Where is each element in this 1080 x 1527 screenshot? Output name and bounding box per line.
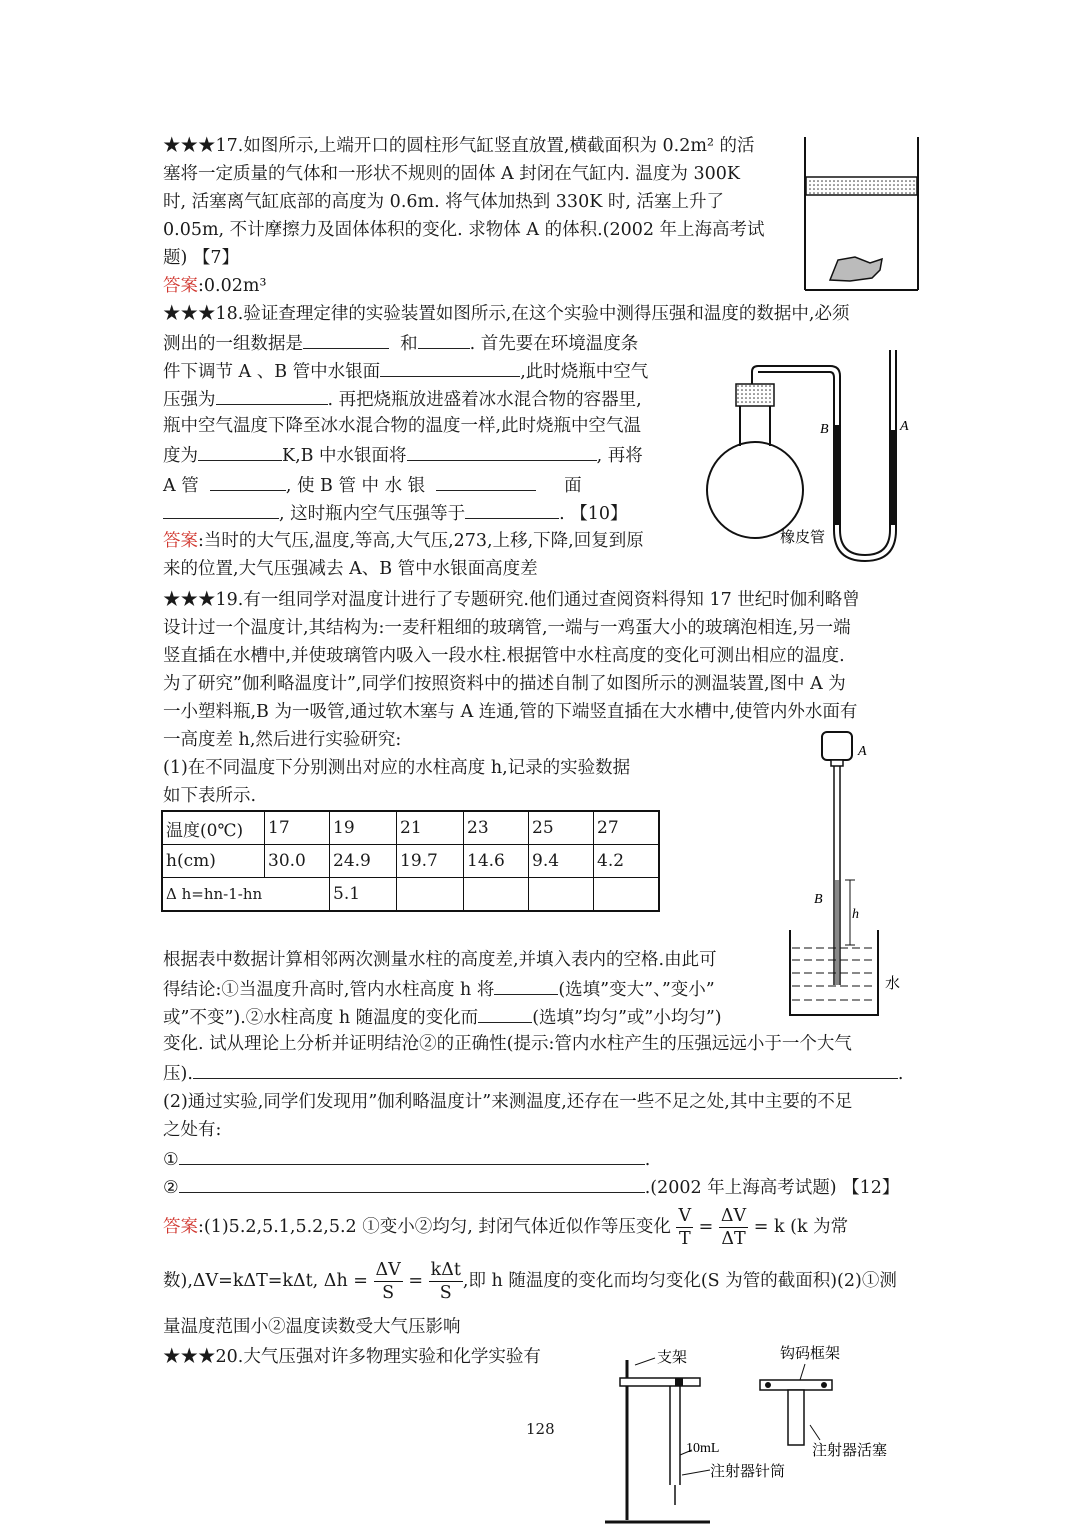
plunger-label: 注射器活塞 [812, 1441, 888, 1459]
q20-line-1: ★★★20.大气压强对许多物理实验和化学实验有 [163, 1347, 541, 1367]
solid-a-shape [830, 257, 882, 281]
q18-text: . 再把烧瓶放进盛着冰水混合物的容器里, [327, 390, 642, 410]
data-table [161, 810, 660, 912]
table-cell: 17 [265, 811, 330, 845]
table-cell: 24.9 [330, 845, 397, 878]
table-cell: Δ h=hn-1-hn [162, 878, 330, 912]
q19-answer-1: 答案:(1)5.2,5.1,5.2,5.2 ①变小②均匀, 封闭气体近似作等压变化 $\frac{V}{T}$ = $\frac{\Delta V}{\Delta T}$ = k (k 为常 [163, 1206, 849, 1249]
numerator: ΔV [375, 1260, 401, 1280]
q18-text: , 使 B 管 中 水 银 [285, 476, 426, 496]
q19-line-8: 如下表所示. [163, 786, 257, 806]
table-cell: 21 [397, 811, 464, 845]
table-row [162, 878, 659, 912]
table-cell [464, 878, 529, 912]
fill-blank [210, 470, 286, 491]
q18-text: ,此时烧瓶中空气 [520, 362, 649, 382]
numerator: kΔt [430, 1260, 461, 1280]
label-b: B [814, 892, 823, 907]
fill-blank [494, 974, 558, 995]
q18-text: K,B 中水银面将 [282, 446, 407, 466]
q18-line-5: 瓶中空气温度下降至冰水混合物的温度一样,此时烧瓶中空气温 [163, 416, 642, 436]
q18-text: 压强为 [163, 390, 216, 410]
fill-blank [198, 440, 282, 461]
q19-text: .(2002 年上海高考试题) 【12】 [644, 1178, 900, 1198]
q19-answer-3: 量温度范围小②温度读数受大气压影响 [163, 1317, 461, 1337]
q19-after-6: (2)通过实验,同学们发现用”伽利略温度计”来测温度,还存在一些不足之处,其中主要的不足 [163, 1092, 853, 1112]
table-cell: 14.6 [464, 845, 529, 878]
barrel-label: 注射器针筒 [710, 1462, 786, 1480]
q18-line-2 [163, 328, 638, 358]
q18-text: 度为 [163, 446, 198, 466]
rubber-tube-label: 橡皮管 [780, 528, 826, 546]
label-a: A [900, 419, 909, 434]
fill-blank [163, 498, 279, 519]
q19-line-3: 竖直插在水槽中,并使玻璃管内吸入一段水柱.根据管中水柱高度的变化可测出相应的温度. [163, 646, 845, 666]
table-cell [397, 878, 464, 912]
label-h: h [852, 907, 859, 922]
q19-text: 得结论:①当温度升高时,管内水柱高度 h 将 [163, 980, 495, 1000]
table-cell: 温度(0℃) [162, 811, 265, 845]
q18-text: . 首先要在环境温度条 [469, 334, 639, 354]
q17-line-2: 塞将一定质量的气体和一形状不规则的固体 A 封闭在气缸内. 温度为 300K [163, 164, 740, 184]
q17-line-5: 题) 【7】 [163, 248, 240, 268]
table-cell: 4.2 [594, 845, 660, 878]
label-a: A [858, 744, 867, 759]
water-label: 水 [885, 974, 901, 992]
q19-after-3 [163, 1002, 722, 1032]
q19-text: 或”不变”).②水柱高度 h 随温度的变化而 [163, 1008, 479, 1028]
answer-text: 数),ΔV=kΔT=kΔt, Δh = [163, 1271, 368, 1291]
numerator: V [678, 1206, 692, 1226]
q19-answer-2: 数),ΔV=kΔT=kΔt, Δh = $\frac{\Delta V}{S}$ = $\frac{\text{kΔt}}{S}$ ,即 h 随温度的变化而均匀变化(S 为管的截面积)(2)①测 [163, 1260, 897, 1303]
q19-after-2 [163, 974, 715, 1004]
table-cell: h(cm) [162, 845, 265, 878]
q18-text: , 这时瓶内空气压强等于 [279, 504, 466, 524]
q17-line-4: 0.05m, 不计摩擦力及固体体积的变化. 求物体 A 的体积.(2002 年上海高考试 [163, 220, 765, 240]
q18-answer-2: 来的位置,大气压强减去 A、B 管中水银面高度差 [163, 559, 538, 579]
galileo-thermometer-figure [780, 730, 920, 1020]
fill-blank [380, 356, 520, 377]
cylinder-figure [800, 135, 925, 295]
period: . [897, 1064, 904, 1084]
q19-text: (选填”变大”、”变小” [558, 980, 715, 1000]
table-cell [594, 878, 660, 912]
numerator: ΔV [720, 1206, 747, 1226]
answer-text: :当时的大气压,温度,等高,大气压,273,上移,下降,回复到原 [198, 531, 644, 551]
q18-text: , 再将 [596, 446, 643, 466]
q19-after-4: 变化. 试从理论上分析并证明结沧②的正确性(提示:管内水柱产生的压强远远小于一个大气 [163, 1034, 852, 1054]
q19-line-7: (1)在不同温度下分别测出对应的水柱高度 h,记录的实验数据 [163, 758, 631, 778]
fill-blank [478, 1002, 532, 1023]
answer-label: 答案 [163, 1217, 198, 1237]
answer-label: 答案 [163, 531, 198, 551]
fill-blank [216, 384, 328, 405]
q18-answer-1 [163, 527, 644, 555]
fill-blank [418, 328, 470, 349]
q18-line-1: ★★★18.验证查理定律的实验装置如图所示,在这个实验中测得压强和温度的数据中,必须 [163, 304, 850, 324]
table-cell: 5.1 [330, 878, 397, 912]
fraction-dv-dt [719, 1205, 748, 1250]
table-cell: 9.4 [529, 845, 594, 878]
stand-label: 支架 [657, 1348, 688, 1366]
period: . [644, 1150, 651, 1170]
fraction-v-t [676, 1205, 693, 1250]
fill-blank [179, 1144, 645, 1165]
denominator: S [382, 1283, 395, 1303]
q17-line-3: 时, 活塞离气缸底部的高度为 0.6m. 将气体加热到 330K 时, 活塞上升了 [163, 192, 724, 212]
q19-line-1: ★★★19.有一组同学对温度计进行了专题研究.他们通过查阅资料得知 17 世纪时伽利略曾 [163, 590, 860, 610]
table-row [162, 811, 659, 845]
q18-text: A 管 [163, 476, 199, 496]
volume-label: 10mL [686, 1441, 720, 1456]
answer-text: :(1)5.2,5.1,5.2,5.2 ①变小②均匀, 封闭气体近似作等压变化 [198, 1217, 671, 1237]
q18-text: 面 [564, 476, 582, 496]
q19-line-2: 设计过一个温度计,其结构为:一麦秆粗细的玻璃管,一端与一鸡蛋大小的玻璃泡相连,另一端 [163, 618, 851, 638]
q17-answer [163, 272, 266, 300]
q19-after-5 [163, 1058, 903, 1088]
fill-blank [193, 1058, 898, 1079]
q19-text: (选填”均匀”或”小均匀”) [532, 1008, 722, 1028]
table-cell: 30.0 [265, 845, 330, 878]
fill-blank [303, 328, 389, 349]
table-cell: 19 [330, 811, 397, 845]
table-cell: 23 [464, 811, 529, 845]
weight-frame-label: 钩码框架 [780, 1344, 841, 1362]
q18-line-7 [163, 470, 582, 500]
q19-line-4: 为了研究”伽利略温度计”,同学们按照资料中的描述自制了如图所示的测温装置,图中 A 为 [163, 674, 846, 694]
q18-text: 件下调节 A 、B 管中水银面 [163, 362, 381, 382]
q19-after-1: 根据表中数据计算相邻两次测量水柱的高度差,并填入表内的空格.由此可 [163, 950, 717, 970]
q19-text: ② [163, 1178, 179, 1198]
q19-line-5: 一小塑料瓶,B 为一吸管,通过软木塞与 A 连通,管的下端竖直插在大水槽中,使管内外水面有 [163, 702, 858, 722]
syringe-apparatus-figure [600, 1340, 900, 1527]
q18-text: 测出的一组数据是 [163, 334, 303, 354]
table-row [162, 845, 659, 878]
q19-text: 压). [163, 1064, 193, 1084]
fill-blank [407, 440, 597, 461]
fraction-kdt-s [429, 1259, 463, 1304]
answer-text: = k (k 为常 [753, 1217, 849, 1237]
table-cell: 27 [594, 811, 660, 845]
fill-blank [465, 498, 559, 519]
charles-law-apparatus [700, 340, 930, 565]
q18-text: . 【10】 [559, 504, 628, 524]
denominator: S [439, 1283, 452, 1303]
fill-blank [179, 1172, 645, 1193]
answer-text: ,即 h 随温度的变化而均匀变化(S 为管的截面积)(2)①测 [462, 1271, 897, 1291]
fill-blank [436, 470, 536, 491]
table-cell: 25 [529, 811, 594, 845]
denominator: T [678, 1229, 691, 1249]
table-cell: 19.7 [397, 845, 464, 878]
q19-line-6: 一高度差 h,然后进行实验研究: [163, 730, 402, 750]
q18-line-4 [163, 384, 642, 414]
fraction-dv-s [374, 1259, 403, 1304]
q19-after-7: 之处有: [163, 1120, 222, 1140]
q19-after-8 [163, 1144, 650, 1174]
label-b: B [820, 422, 829, 437]
q18-text: 和 [400, 334, 418, 354]
q18-line-8 [163, 498, 628, 528]
denominator: ΔT [721, 1229, 746, 1249]
q19-after-9 [163, 1172, 899, 1202]
answer-label: 答案 [163, 276, 198, 296]
q17-line-1: ★★★17.如图所示,上端开口的圆柱形气缸竖直放置,横截面积为 0.2m² 的活 [163, 136, 755, 156]
q19-text: ① [163, 1150, 179, 1170]
q18-line-6 [163, 440, 643, 470]
q18-line-3 [163, 356, 648, 386]
table-cell [529, 878, 594, 912]
page-number: 128 [526, 1420, 555, 1438]
answer-text: :0.02m³ [198, 276, 267, 296]
